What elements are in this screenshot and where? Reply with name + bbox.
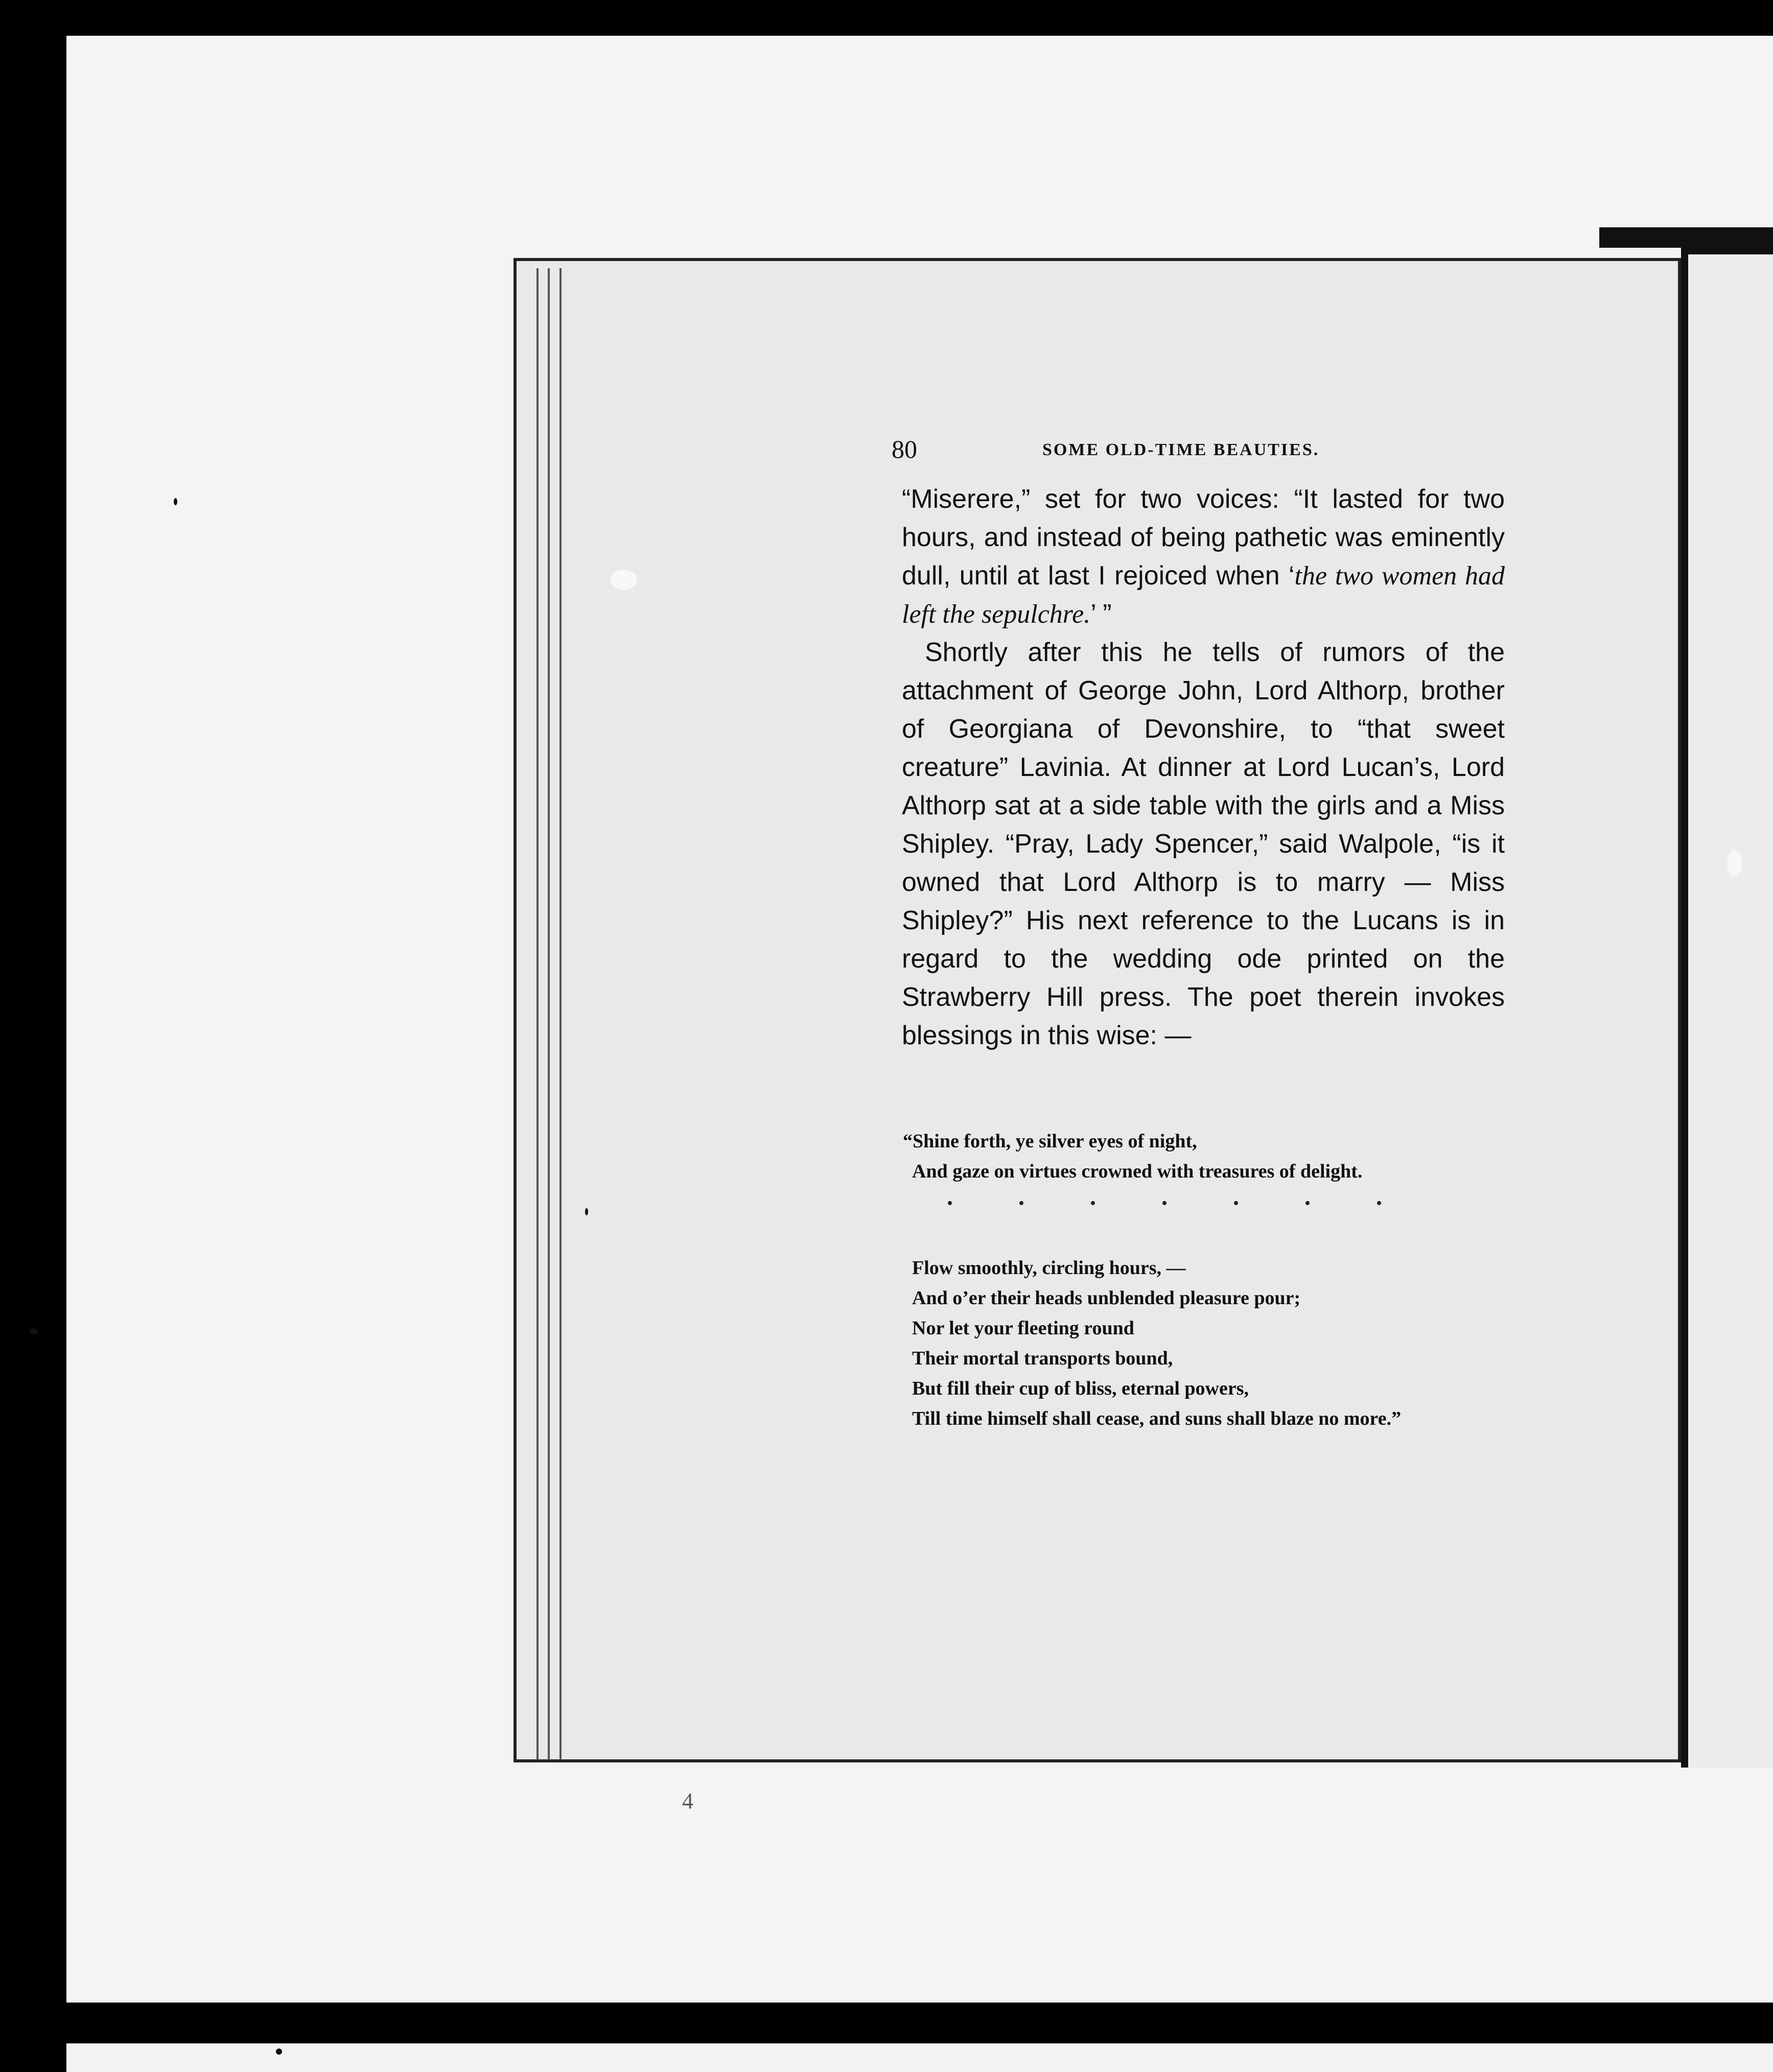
page-edge-line (548, 268, 550, 1760)
verse-line: Nor let your fleeting round (912, 1317, 1134, 1339)
verse-line: “Shine forth, ye silver eyes of night, (903, 1131, 1197, 1152)
paragraph-text: “Miserere,” set for two voices: “It lasted for two hours, and instead of being pathetic was eminently dull, until at last I rejoiced when ‘ (902, 484, 1505, 591)
verse-line: Their mortal transports bound, (912, 1348, 1173, 1369)
verse-line: But fill their cup of bliss, eternal powers, (912, 1378, 1249, 1399)
page-number: 80 (892, 435, 917, 463)
film-bottom-strip (66, 2043, 1773, 2072)
stanza-break (912, 1187, 1500, 1253)
facing-page (1688, 245, 1773, 1768)
verse-block (903, 1126, 1500, 1434)
ellipsis-dots (912, 1187, 1454, 1222)
paragraph (902, 480, 1505, 633)
verse-line: Till time himself shall cease, and suns shall blaze no more.” (912, 1408, 1402, 1429)
paragraph-text: ’ ” (1090, 599, 1112, 629)
body-text (902, 480, 1505, 1055)
film-blot (1727, 851, 1742, 876)
running-head (892, 434, 1377, 465)
verse-line: And gaze on virtues crowned with treasures of delight. (912, 1161, 1363, 1182)
verse-line: Flow smoothly, circling hours, — (912, 1257, 1186, 1279)
book-binding-top (1599, 227, 1773, 248)
page-edge-line (559, 268, 562, 1760)
book-gutter (1681, 245, 1688, 1768)
header-title: SOME OLD-TIME BEAUTIES. (1042, 440, 1320, 459)
paragraph: Shortly after this he tells of rumors of the attachment of George John, Lord Althorp, brother of Georgiana of Devonshire, to “that sweet creature” Lavinia. At dinner at Lord Lucan’s, Lord Althorp sat at a side table with the girls and a Miss Shipley. “Pray, Lady Spencer,” said Walpole, “is it owned that Lord Althorp is to marry — Miss Shipley?” His next reference to the Lucans is in regard to the wedding ode printed on the Strawberry Hill press. The poet therein invokes blessings in this wise: — (902, 638, 1505, 1050)
film-blot (611, 570, 637, 590)
margin-mark: 4 (682, 1788, 693, 1814)
italic-quote: the two women had left the sepulchre. (902, 561, 1505, 629)
page-edge-line (536, 268, 539, 1760)
verse-line: And o’er their heads unblended pleasure pour; (912, 1287, 1301, 1309)
